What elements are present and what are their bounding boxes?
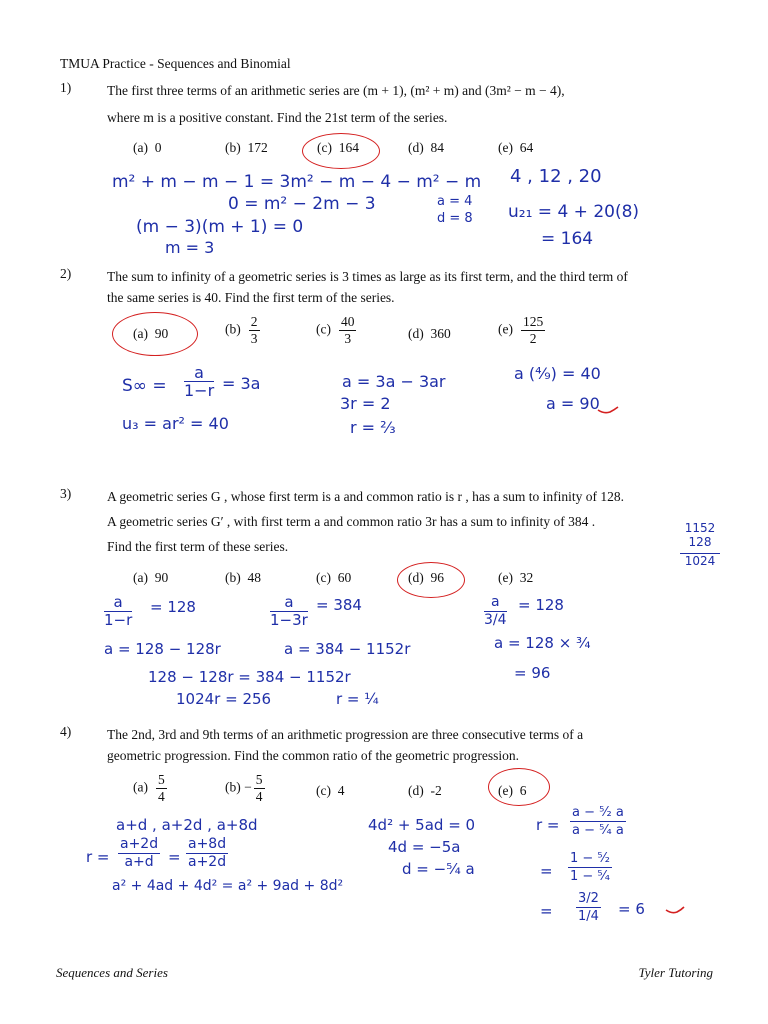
handwritten-fraction: $\frac{a}{1-3r}$ [270, 593, 308, 629]
option-b: (b) − $\frac{5}{4}$ [225, 772, 263, 804]
option-b: (b) 48 [225, 570, 261, 585]
handwritten-work: 0 = m² − 2m − 3 [228, 194, 376, 214]
question-text [107, 266, 717, 308]
handwritten-work: u₂₁ = 4 + 20(8) [508, 202, 640, 222]
handwritten-work: = 128 [150, 598, 196, 616]
handwritten-work: r = [86, 848, 110, 866]
option-a: (a) 90 [133, 570, 169, 585]
question-line: the same series is 40. Find the first term of the series. [107, 290, 395, 305]
handwritten-work: = 164 [541, 229, 594, 249]
question-number: 2) [60, 266, 72, 281]
option-e: (e) 6 [498, 783, 527, 798]
option-e: (e) 64 [498, 140, 534, 155]
handwritten-fraction: $\frac{a+2d}{a+d}$ [120, 836, 159, 870]
handwritten-work: = 128 [518, 596, 564, 614]
option-c: (c) 4 [316, 783, 345, 798]
option-e: (e) $\frac{125}{2}$ [498, 314, 544, 346]
option-c: (c) 164 [317, 140, 359, 155]
question-line: The sum to infinity of a geometric series is 3 times as large as its first term, and the third term of [107, 269, 628, 284]
handwritten-work: = 3a [222, 374, 261, 393]
handwritten-work: a = 90 [546, 394, 600, 413]
handwritten-work: a (⁴⁄₉) = 40 [514, 364, 601, 383]
question-number: 4) [60, 724, 72, 739]
handwritten-work: 1024r = 256 [176, 690, 272, 708]
handwritten-work: r = ²⁄₃ [350, 418, 396, 437]
handwritten-work: a = 4 [437, 194, 473, 209]
option-b: (b) 172 [225, 140, 268, 155]
handwritten-work: = [168, 848, 181, 866]
handwritten-work: m = 3 [165, 238, 215, 257]
side-calculation: 1152 128 1024 [680, 521, 720, 568]
question-line: The 2nd, 3rd and 9th terms of an arithmetic progression are three consecutive terms of a [107, 727, 584, 742]
handwritten-work: u₃ = ar² = 40 [122, 414, 229, 433]
option-d: (d) 96 [408, 570, 444, 585]
handwritten-work: r = [536, 816, 560, 834]
option-c: (c) 60 [316, 570, 352, 585]
handwritten-work: a = 128 − 128r [104, 640, 221, 658]
option-d: (d) -2 [408, 783, 442, 798]
handwritten-work: 128 − 128r = 384 − 1152r [148, 668, 351, 686]
question-text [107, 486, 717, 557]
option-a: (a) 90 [133, 326, 169, 341]
question-text [107, 724, 717, 766]
option-d: (d) 84 [408, 140, 444, 155]
handwritten-work: r = ¼ [336, 690, 379, 708]
question-line: A geometric series G , whose first term is a and common ratio is r , has a sum to infinity of 128. [107, 489, 625, 504]
check-mark-icon [664, 904, 686, 916]
answer-circle [302, 133, 380, 169]
handwritten-work: m² + m − m − 1 = 3m² − m − 4 − m² − m [112, 172, 482, 192]
handwritten-work: d = −⁵⁄₄ a [402, 860, 475, 878]
option-a: (a) $\frac{5}{4}$ [133, 772, 165, 804]
handwritten-fraction: $\frac{a}{1-r}$ [184, 363, 215, 400]
handwritten-work: a = 3a − 3ar [342, 372, 446, 391]
question-line: geometric progression. Find the common ratio of the geometric progression. [107, 748, 520, 763]
option-b: (b) $\frac{2}{3}$ [225, 314, 258, 346]
question-text [107, 80, 717, 128]
footer-left: Sequences and Series [56, 965, 168, 980]
handwritten-work: a = 128 × ³⁄₄ [494, 634, 591, 652]
handwritten-work: a² + 4ad + 4d² = a² + 9ad + 8d² [112, 878, 344, 894]
answer-circle [112, 312, 198, 356]
option-c: (c) $\frac{40}{3}$ [316, 314, 355, 346]
question-line: Find the first term of these series. [107, 539, 289, 554]
question-number: 3) [60, 486, 72, 501]
handwritten-fraction: $\frac{a}{1-r}$ [104, 593, 133, 629]
question-line: where m is a positive constant. Find the 21st term of the series. [107, 110, 448, 125]
option-d: (d) 360 [408, 326, 451, 341]
handwritten-work: = [540, 902, 553, 920]
handwritten-fraction: $\frac{a+8d}{a+2d}$ [188, 836, 227, 870]
handwritten-fraction: $\frac{a}{3/4}$ [484, 594, 507, 628]
page-title: TMUA Practice - Sequences and Binomial [60, 56, 291, 71]
option-e: (e) 32 [498, 570, 534, 585]
question-line: A geometric series G′ , with first term a and common ratio 3r has a sum to infinity of 384 . [107, 514, 596, 529]
handwritten-work: = 6 [618, 900, 645, 918]
handwritten-work: d = 8 [437, 211, 473, 226]
handwritten-work: 4d² + 5ad = 0 [368, 816, 476, 834]
answer-circle [397, 562, 465, 598]
question-number: 1) [60, 80, 72, 95]
handwritten-work: (m − 3)(m + 1) = 0 [136, 217, 304, 237]
handwritten-work: 4d = −5a [388, 838, 461, 856]
handwritten-work: a+d , a+2d , a+8d [116, 816, 258, 834]
answer-circle [488, 768, 550, 806]
handwritten-work: a = 384 − 1152r [284, 640, 411, 658]
footer-right: Tyler Tutoring [638, 965, 713, 980]
handwritten-fraction: $\frac{\text{a − ⁵⁄₂ a}}{\text{a − ⁵⁄₄ a}}$ [572, 805, 624, 838]
handwritten-work: 4 , 12 , 20 [510, 166, 602, 187]
question-line: The first three terms of an arithmetic series are (m + 1), (m² + m) and (3m² − m − 4), [107, 83, 565, 98]
check-mark-icon [596, 404, 620, 416]
handwritten-fraction: $\frac{\text{1 − ⁵⁄₂}}{\text{1 − ⁵⁄₄}}$ [570, 851, 611, 884]
handwritten-work: 3r = 2 [340, 394, 391, 413]
handwritten-work: = 96 [514, 664, 551, 682]
handwritten-work: = [540, 862, 553, 880]
option-a: (a) 0 [133, 140, 162, 155]
handwritten-work: S∞ = [122, 376, 167, 396]
handwritten-work: = 384 [316, 596, 362, 614]
handwritten-fraction: $\frac{3/2}{1/4}$ [578, 891, 599, 924]
